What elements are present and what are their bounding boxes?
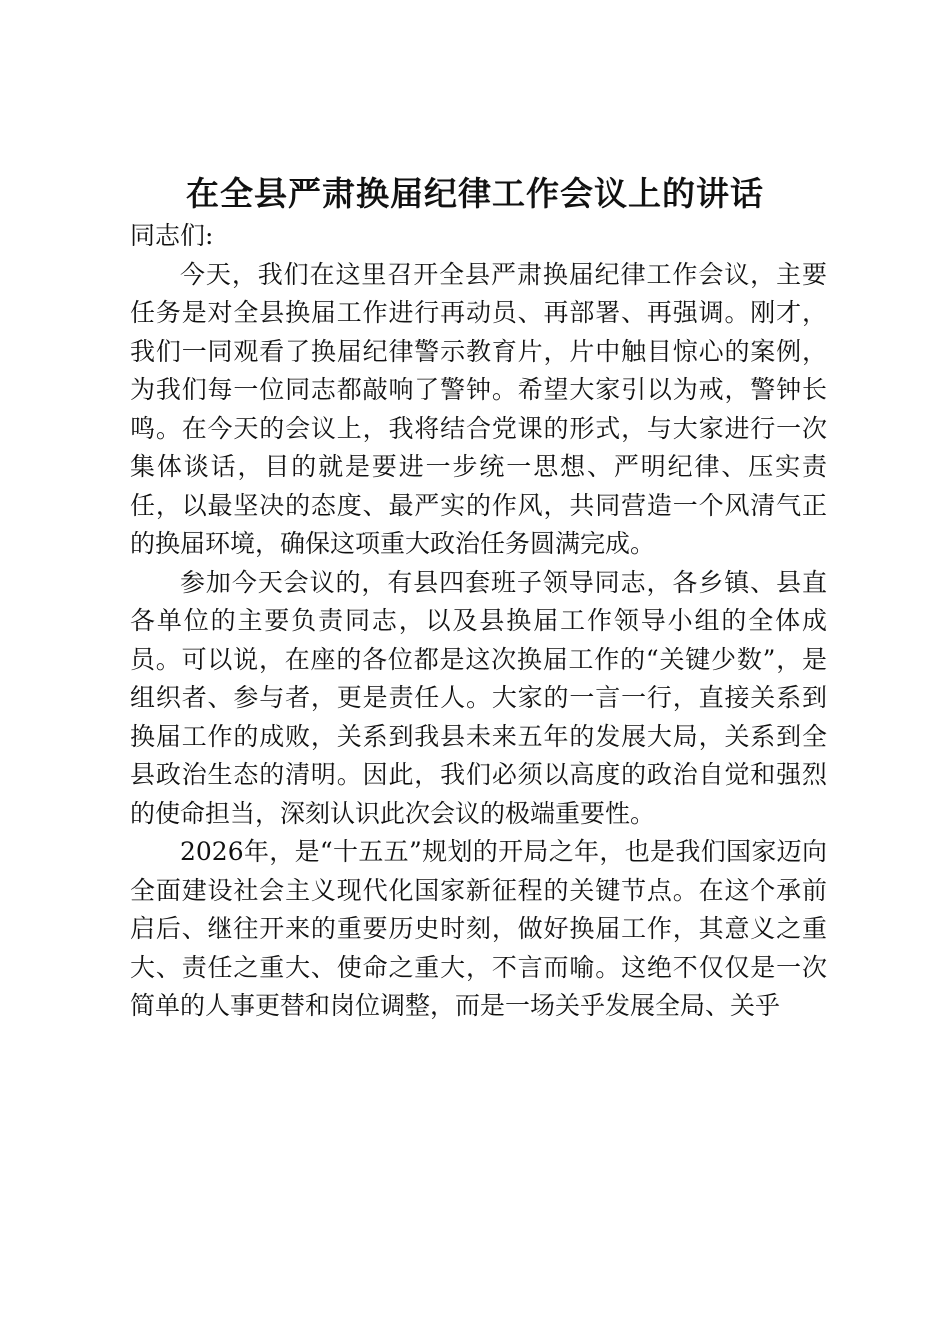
paragraph-3: 2026年，是“十五五”规划的开局之年，也是我们国家迈向全面建设社会主义现代化国家新征程的关键节点。在这个承前启后、继往开来的重要历史时刻，做好换届工作，其意义之重大、责任之重大、使命之重大，不言而喻。这绝不仅仅是一次简单的人事更替和岗位调整，而是一场关乎发展全局、关乎 <box>130 837 827 1020</box>
paragraph-2: 参加今天会议的，有县四套班子领导同志，各乡镇、县直各单位的主要负责同志，以及县换届工作领导小组的全体成员。可以说，在座的各位都是这次换届工作的“关键少数”，是组织者、参与者，更是责任人。大家的一言一行，直接关系到换届工作的成败，关系到我县未来五年的发展大局，关系到全县政治生态的清明。因此，我们必须以高度的政治自觉和强烈的使命担当，深刻认识此次会议的极端重要性。 <box>130 567 827 828</box>
document-title: 在全县严肃换届纪律工作会议上的讲话 <box>186 174 764 213</box>
salutation: 同志们: <box>130 221 214 250</box>
paragraph-1: 今天，我们在这里召开全县严肃换届纪律工作会议，主要任务是对全县换届工作进行再动员、再部署、再强调。刚才，我们一同观看了换届纪律警示教育片，片中触目惊心的案例，为我们每一位同志都敲响了警钟。希望大家引以为戒，警钟长鸣。在今天的会议上，我将结合党课的形式，与大家进行一次集体谈话，目的就是要进一步统一思想、严明纪律、压实责任，以最坚决的态度、最严实的作风，共同营造一个风清气正的换届环境，确保这项重大政治任务圆满完成。 <box>130 259 827 558</box>
document-body <box>130 217 827 1026</box>
